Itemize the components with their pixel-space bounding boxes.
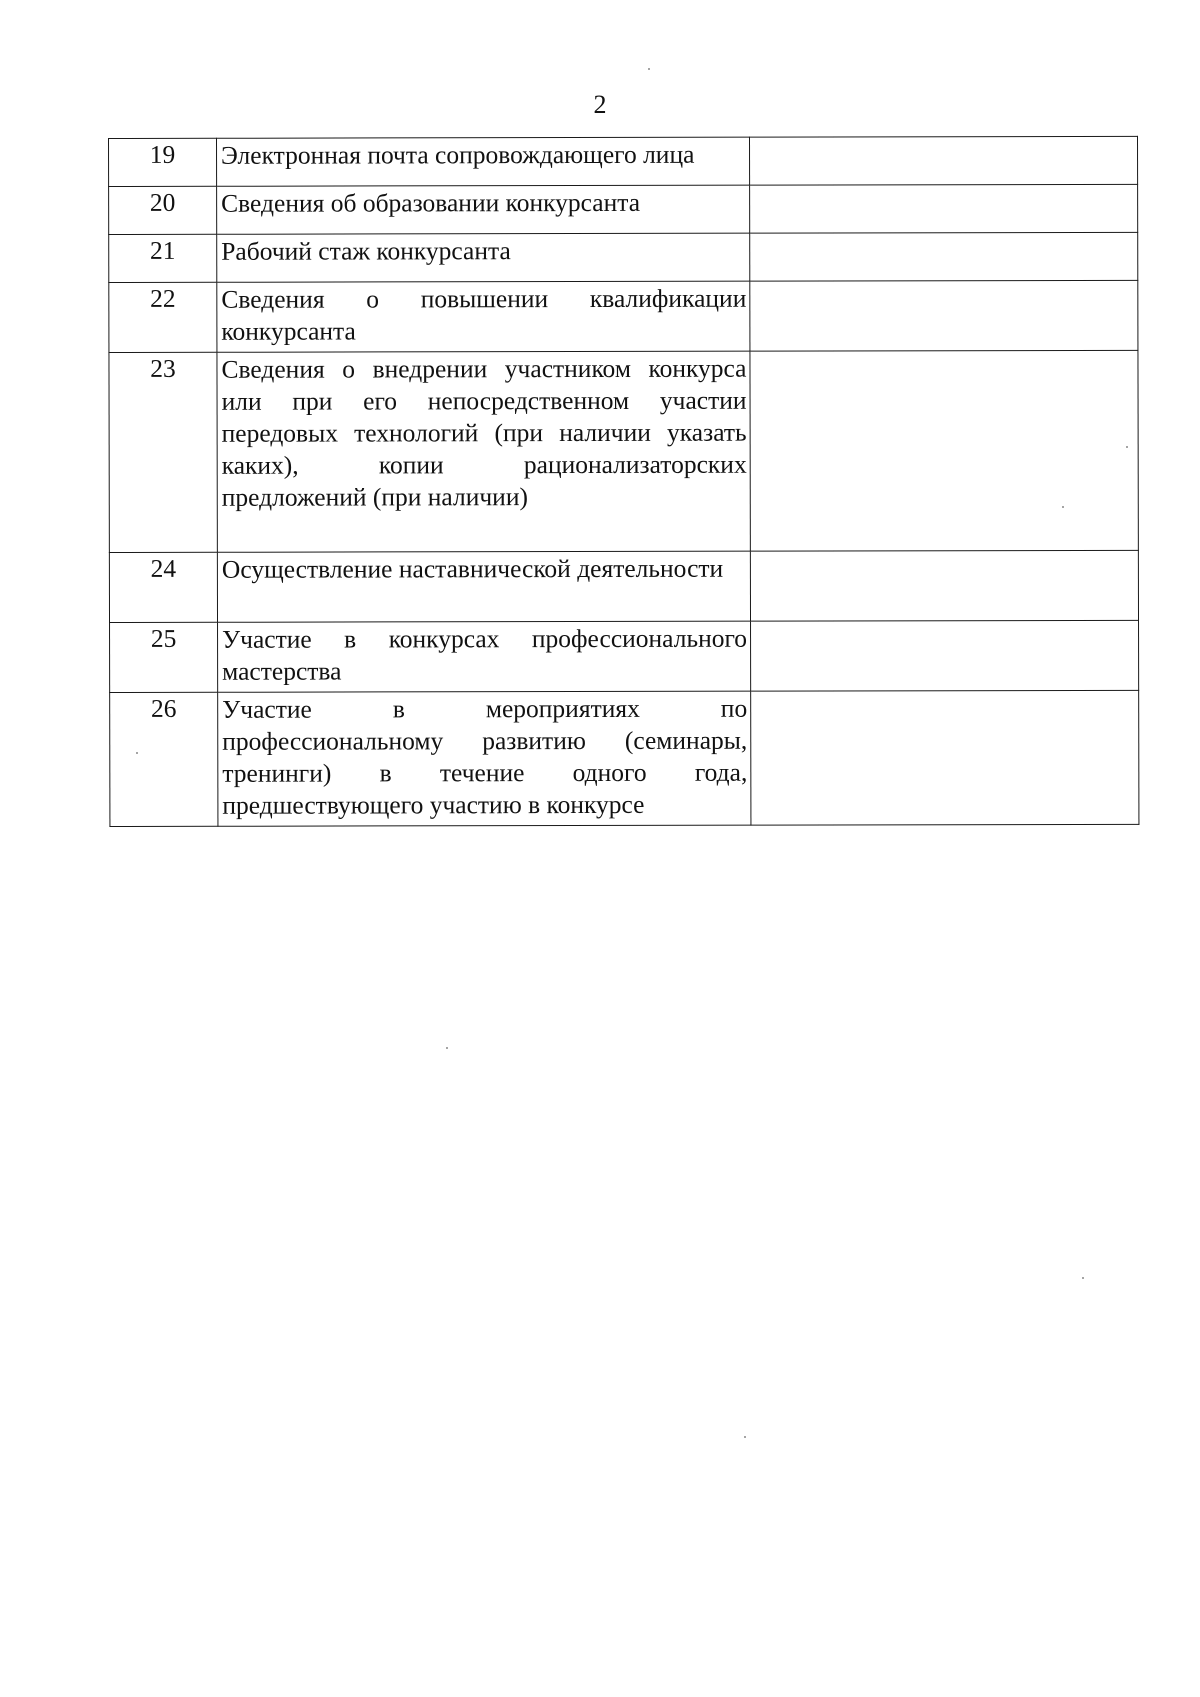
row-number: 19 [109, 138, 217, 186]
table-row [109, 184, 1138, 234]
scan-speck [648, 68, 650, 70]
row-label: Сведения о внедрении участником конкурса или при его непосредственном участии передовых технологий (при наличии указать каких), копии рационализаторских предложений (при наличии) [217, 351, 750, 552]
table-row [110, 690, 1139, 826]
table-row [109, 280, 1138, 352]
table-row [109, 350, 1138, 552]
scan-speck [136, 752, 138, 754]
scan-speck [446, 1047, 448, 1049]
row-label: Участие в мероприятиях по профессиональному развитию (семинары, тренинги) в течение одного года, предшествующего участию в конкурсе [218, 691, 751, 826]
row-value [750, 232, 1138, 281]
row-label: Осуществление наставнической деятельности [217, 551, 750, 622]
row-label: Сведения об образовании конкурсанта [217, 185, 750, 234]
row-label: Сведения о повышении квалификации конкурсанта [217, 281, 750, 352]
row-label: Рабочий стаж конкурсанта [217, 233, 750, 282]
row-number: 20 [109, 186, 217, 234]
table-row [109, 550, 1138, 622]
form-table [108, 136, 1139, 827]
scan-speck [1126, 446, 1128, 448]
row-value [749, 136, 1137, 185]
row-value [750, 550, 1138, 621]
row-label: Участие в конкурсах профессионального мастерства [218, 621, 751, 692]
row-number: 21 [109, 234, 217, 282]
table-row [109, 136, 1138, 186]
row-number: 24 [109, 552, 217, 622]
row-value [750, 280, 1138, 351]
table-row [110, 620, 1139, 692]
row-number: 26 [110, 692, 218, 826]
row-number: 25 [110, 622, 218, 692]
row-number: 22 [109, 282, 217, 352]
page-number: 2 [593, 90, 607, 119]
table-row [109, 232, 1138, 282]
scan-speck [744, 1436, 746, 1438]
scan-speck [1062, 506, 1064, 508]
row-value [750, 184, 1138, 233]
row-value [751, 620, 1139, 691]
row-value [751, 690, 1139, 825]
row-value [750, 350, 1138, 551]
row-number: 23 [109, 352, 217, 552]
row-label: Электронная почта сопровождающего лица [217, 137, 750, 186]
scan-speck [1082, 1277, 1084, 1279]
